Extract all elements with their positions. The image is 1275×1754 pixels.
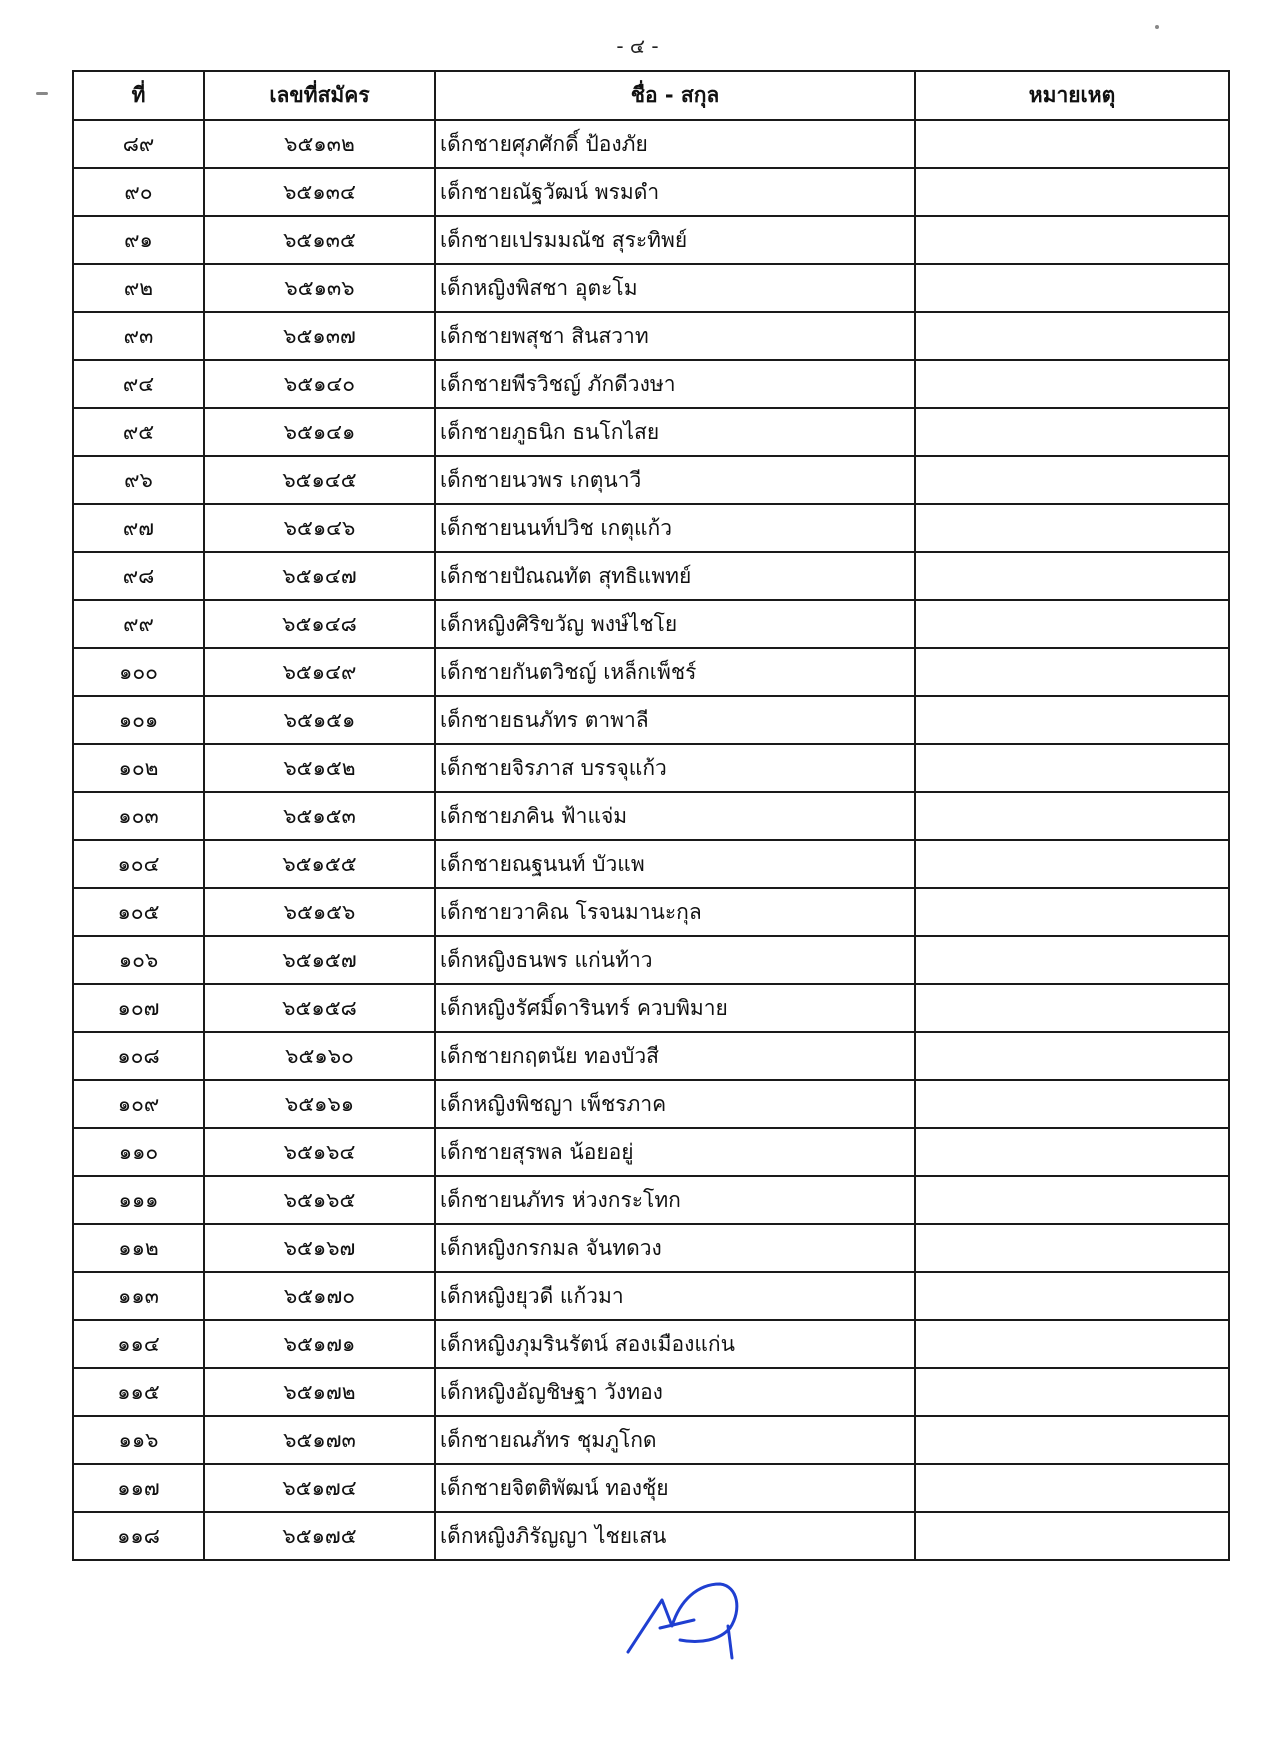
cell-applicant-id: ๖๕๑๕๘ [204,984,435,1032]
cell-remark [915,216,1229,264]
table-row [73,696,1229,744]
cell-applicant-id: ๖๕๑๔๘ [204,600,435,648]
table-row [73,216,1229,264]
cell-applicant-id: ๖๕๑๗๑ [204,1320,435,1368]
cell-remark [915,120,1229,168]
cell-no: ๙๗ [73,504,204,552]
cell-name: เด็กชายศุภศักดิ์ ป้องภัย [435,120,915,168]
cell-remark [915,312,1229,360]
cell-remark [915,1320,1229,1368]
cell-name: เด็กหญิงกรกมล จันทดวง [435,1224,915,1272]
cell-no: ๑๐๐ [73,648,204,696]
table-row [73,792,1229,840]
table-row [73,1368,1229,1416]
cell-no: ๙๑ [73,216,204,264]
cell-no: ๙๙ [73,600,204,648]
table-row [73,1176,1229,1224]
cell-remark [915,1032,1229,1080]
cell-no: ๑๐๕ [73,888,204,936]
cell-name: เด็กชายนวพร เกตุนาวี [435,456,915,504]
cell-remark [915,696,1229,744]
cell-no: ๑๐๖ [73,936,204,984]
cell-no: ๑๑๑ [73,1176,204,1224]
cell-name: เด็กหญิงพิชญา เพ็ชรภาค [435,1080,915,1128]
cell-applicant-id: ๖๕๑๖๔ [204,1128,435,1176]
cell-name: เด็กชายภูธนิก ธนโกไสย [435,408,915,456]
signature [620,1570,760,1660]
cell-remark [915,792,1229,840]
applicant-table [72,70,1230,1561]
table-row [73,168,1229,216]
cell-name: เด็กหญิงธนพร แก่นท้าว [435,936,915,984]
table-row [73,312,1229,360]
cell-applicant-id: ๖๕๑๗๕ [204,1512,435,1560]
table-row [73,1320,1229,1368]
cell-name: เด็กหญิงอัญชิษฐา วังทอง [435,1368,915,1416]
cell-remark [915,1512,1229,1560]
cell-no: ๙๕ [73,408,204,456]
table-row [73,1128,1229,1176]
cell-name: เด็กชายณภัทร ชุมภูโกด [435,1416,915,1464]
cell-no: ๙๘ [73,552,204,600]
cell-applicant-id: ๖๕๑๕๓ [204,792,435,840]
cell-remark [915,552,1229,600]
table-row [73,264,1229,312]
cell-remark [915,648,1229,696]
cell-remark [915,600,1229,648]
cell-remark [915,1128,1229,1176]
cell-applicant-id: ๖๕๑๓๕ [204,216,435,264]
cell-name: เด็กชายกันตวิชญ์ เหล็กเพ็ชร์ [435,648,915,696]
cell-remark [915,408,1229,456]
cell-applicant-id: ๖๕๑๓๒ [204,120,435,168]
table-row [73,1512,1229,1560]
cell-remark [915,1464,1229,1512]
cell-applicant-id: ๖๕๑๖๐ [204,1032,435,1080]
scan-speck [1155,25,1159,29]
table-row [73,360,1229,408]
cell-applicant-id: ๖๕๑๗๐ [204,1272,435,1320]
cell-name: เด็กชายปัณณทัต สุทธิแพทย์ [435,552,915,600]
cell-remark [915,744,1229,792]
table-row [73,600,1229,648]
cell-name: เด็กชายพีรวิชญ์ ภักดีวงษา [435,360,915,408]
cell-no: ๑๑๐ [73,1128,204,1176]
cell-name: เด็กชายเปรมมณัช สุระทิพย์ [435,216,915,264]
cell-no: ๑๐๘ [73,1032,204,1080]
cell-no: ๑๑๖ [73,1416,204,1464]
table-row [73,840,1229,888]
table-row [73,120,1229,168]
cell-applicant-id: ๖๕๑๖๗ [204,1224,435,1272]
cell-name: เด็กชายณัฐวัฒน์ พรมดำ [435,168,915,216]
cell-name: เด็กชายจิรภาส บรรจุแก้ว [435,744,915,792]
cell-applicant-id: ๖๕๑๕๕ [204,840,435,888]
table-row [73,1080,1229,1128]
cell-no: ๙๓ [73,312,204,360]
cell-remark [915,984,1229,1032]
page-number: - ๔ - [616,34,659,58]
cell-no: ๑๑๓ [73,1272,204,1320]
cell-applicant-id: ๖๕๑๕๑ [204,696,435,744]
cell-remark [915,264,1229,312]
cell-applicant-id: ๖๕๑๕๗ [204,936,435,984]
table-header-row [73,71,1229,120]
header-remark: หมายเหตุ [915,71,1229,120]
cell-remark [915,1416,1229,1464]
cell-no: ๑๐๔ [73,840,204,888]
cell-applicant-id: ๖๕๑๕๒ [204,744,435,792]
cell-applicant-id: ๖๕๑๓๔ [204,168,435,216]
table-row [73,1416,1229,1464]
cell-name: เด็กชายธนภัทร ตาพาลี [435,696,915,744]
cell-remark [915,1176,1229,1224]
cell-name: เด็กหญิงภุมรินรัตน์ สองเมืองแก่น [435,1320,915,1368]
table-row [73,552,1229,600]
cell-remark [915,168,1229,216]
table-row [73,1224,1229,1272]
table-body [73,120,1229,1560]
cell-remark [915,1224,1229,1272]
cell-name: เด็กหญิงศิริขวัญ พงษ์ไชโย [435,600,915,648]
cell-name: เด็กชายนนท์ปวิช เกตุแก้ว [435,504,915,552]
cell-applicant-id: ๖๕๑๔๐ [204,360,435,408]
cell-applicant-id: ๖๕๑๔๙ [204,648,435,696]
cell-applicant-id: ๖๕๑๔๗ [204,552,435,600]
cell-applicant-id: ๖๕๑๓๗ [204,312,435,360]
table-row [73,1272,1229,1320]
cell-remark [915,936,1229,984]
scan-speck [36,92,48,95]
cell-name: เด็กหญิงพิสชา อุตะโม [435,264,915,312]
cell-no: ๑๑๔ [73,1320,204,1368]
table-row [73,888,1229,936]
cell-no: ๑๑๘ [73,1512,204,1560]
cell-name: เด็กชายวาคิณ โรจนมานะกุล [435,888,915,936]
cell-name: เด็กหญิงรัศมิ์ดารินทร์ ควบพิมาย [435,984,915,1032]
cell-name: เด็กชายสุรพล น้อยอยู่ [435,1128,915,1176]
cell-applicant-id: ๖๕๑๔๑ [204,408,435,456]
table-row [73,648,1229,696]
table-row [73,408,1229,456]
header-name: ชื่อ - สกุล [435,71,915,120]
cell-remark [915,888,1229,936]
table-row [73,744,1229,792]
table-row [73,1032,1229,1080]
cell-remark [915,1368,1229,1416]
cell-name: เด็กชายภคิน ฟ้าแจ่ม [435,792,915,840]
cell-applicant-id: ๖๕๑๔๕ [204,456,435,504]
cell-remark [915,1272,1229,1320]
cell-no: ๙๖ [73,456,204,504]
cell-no: ๙๐ [73,168,204,216]
cell-no: ๑๐๗ [73,984,204,1032]
cell-no: ๑๑๕ [73,1368,204,1416]
header-applicant-id: เลขที่สมัคร [204,71,435,120]
table-row [73,456,1229,504]
cell-no: ๑๐๑ [73,696,204,744]
cell-applicant-id: ๖๕๑๖๑ [204,1080,435,1128]
cell-remark [915,456,1229,504]
cell-applicant-id: ๖๕๑๔๖ [204,504,435,552]
table-row [73,504,1229,552]
cell-name: เด็กชายณฐนนท์ บัวแพ [435,840,915,888]
cell-remark [915,504,1229,552]
cell-remark [915,360,1229,408]
header-no: ที่ [73,71,204,120]
cell-applicant-id: ๖๕๑๗๓ [204,1416,435,1464]
cell-name: เด็กชายจิตติพัฒน์ ทองชุ้ย [435,1464,915,1512]
cell-remark [915,1080,1229,1128]
table-row [73,936,1229,984]
cell-applicant-id: ๖๕๑๓๖ [204,264,435,312]
cell-no: ๑๑๒ [73,1224,204,1272]
cell-applicant-id: ๖๕๑๗๔ [204,1464,435,1512]
cell-applicant-id: ๖๕๑๖๕ [204,1176,435,1224]
cell-name: เด็กหญิงภิรัญญา ไชยเสน [435,1512,915,1560]
cell-no: ๘๙ [73,120,204,168]
cell-no: ๙๔ [73,360,204,408]
cell-applicant-id: ๖๕๑๗๒ [204,1368,435,1416]
cell-no: ๑๐๒ [73,744,204,792]
cell-name: เด็กชายนภัทร ห่วงกระโทก [435,1176,915,1224]
cell-no: ๑๑๗ [73,1464,204,1512]
cell-name: เด็กชายพสุชา สินสวาท [435,312,915,360]
cell-name: เด็กชายกฤตนัย ทองบัวสี [435,1032,915,1080]
cell-remark [915,840,1229,888]
cell-name: เด็กหญิงยุวดี แก้วมา [435,1272,915,1320]
cell-applicant-id: ๖๕๑๕๖ [204,888,435,936]
table-row [73,984,1229,1032]
cell-no: ๑๐๙ [73,1080,204,1128]
table-row [73,1464,1229,1512]
cell-no: ๑๐๓ [73,792,204,840]
cell-no: ๙๒ [73,264,204,312]
